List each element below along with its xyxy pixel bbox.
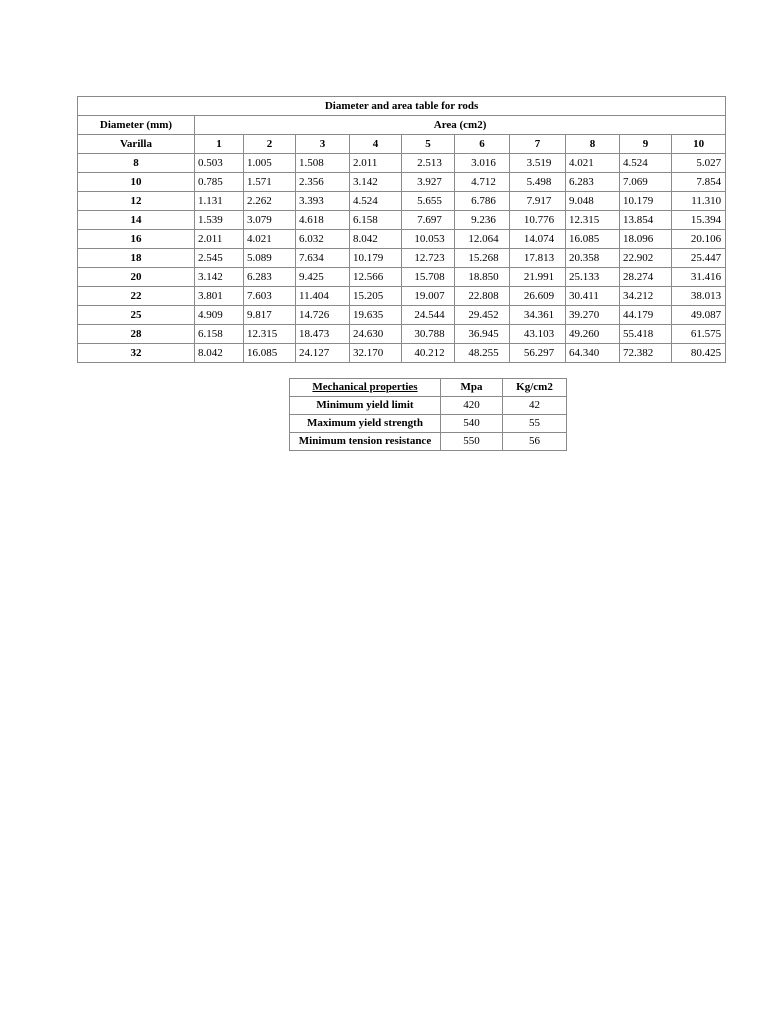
area-cell: 9.048 <box>566 192 620 211</box>
table-row <box>78 344 726 363</box>
area-cell: 2.262 <box>244 192 296 211</box>
area-cell: 49.087 <box>672 306 726 325</box>
area-cell: 18.096 <box>620 230 672 249</box>
area-cell: 1.508 <box>296 154 350 173</box>
area-cell: 2.011 <box>350 154 402 173</box>
diameter-cell: 14 <box>78 211 195 230</box>
mech-row <box>290 415 567 433</box>
area-cell: 22.808 <box>455 287 510 306</box>
table-row <box>78 268 726 287</box>
area-cell: 2.356 <box>296 173 350 192</box>
area-cell: 7.917 <box>510 192 566 211</box>
varilla-count-8: 8 <box>566 135 620 154</box>
area-cell: 13.854 <box>620 211 672 230</box>
area-cell: 17.813 <box>510 249 566 268</box>
area-cell: 4.524 <box>620 154 672 173</box>
area-cell: 48.255 <box>455 344 510 363</box>
area-cell: 19.007 <box>402 287 455 306</box>
area-cell: 72.382 <box>620 344 672 363</box>
area-cell: 12.723 <box>402 249 455 268</box>
area-cell: 15.268 <box>455 249 510 268</box>
area-cell: 11.404 <box>296 287 350 306</box>
area-cell: 5.027 <box>672 154 726 173</box>
area-cell: 4.524 <box>350 192 402 211</box>
area-cell: 14.726 <box>296 306 350 325</box>
area-cell: 34.361 <box>510 306 566 325</box>
area-cell: 38.013 <box>672 287 726 306</box>
area-cell: 8.042 <box>350 230 402 249</box>
area-cell: 7.069 <box>620 173 672 192</box>
area-cell: 10.179 <box>620 192 672 211</box>
table-row <box>78 230 726 249</box>
area-cell: 24.630 <box>350 325 402 344</box>
varilla-count-5: 5 <box>402 135 455 154</box>
area-cell: 6.786 <box>455 192 510 211</box>
mech-header-row <box>290 379 567 397</box>
diameter-cell: 22 <box>78 287 195 306</box>
mech-row <box>290 397 567 415</box>
diameter-cell: 10 <box>78 173 195 192</box>
area-cell: 21.991 <box>510 268 566 287</box>
mech-property-name: Minimum yield limit <box>290 397 441 415</box>
area-cell: 30.788 <box>402 325 455 344</box>
area-cell: 8.042 <box>195 344 244 363</box>
area-cell: 20.358 <box>566 249 620 268</box>
diameter-cell: 12 <box>78 192 195 211</box>
area-cell: 55.418 <box>620 325 672 344</box>
mech-kgcm2-value: 56 <box>503 433 567 451</box>
table-title: Diameter and area table for rods <box>78 97 726 116</box>
diameter-cell: 8 <box>78 154 195 173</box>
area-cell: 10.053 <box>402 230 455 249</box>
area-cell: 3.016 <box>455 154 510 173</box>
area-cell: 25.133 <box>566 268 620 287</box>
varilla-count-7: 7 <box>510 135 566 154</box>
area-cell: 3.079 <box>244 211 296 230</box>
area-cell: 31.416 <box>672 268 726 287</box>
varilla-label: Varilla <box>78 135 195 154</box>
area-cell: 28.274 <box>620 268 672 287</box>
area-cell: 16.085 <box>244 344 296 363</box>
area-cell: 20.106 <box>672 230 726 249</box>
area-cell: 61.575 <box>672 325 726 344</box>
area-cell: 0.503 <box>195 154 244 173</box>
area-cell: 4.618 <box>296 211 350 230</box>
area-cell: 9.236 <box>455 211 510 230</box>
mech-mpa-value: 550 <box>441 433 503 451</box>
varilla-count-4: 4 <box>350 135 402 154</box>
area-cell: 5.089 <box>244 249 296 268</box>
area-cell: 1.131 <box>195 192 244 211</box>
area-cell: 3.519 <box>510 154 566 173</box>
varilla-count-6: 6 <box>455 135 510 154</box>
area-cell: 4.021 <box>244 230 296 249</box>
area-cell: 15.205 <box>350 287 402 306</box>
area-cell: 2.513 <box>402 154 455 173</box>
area-cell: 4.021 <box>566 154 620 173</box>
mech-kgcm2-header: Kg/cm2 <box>503 379 567 397</box>
area-cell: 3.801 <box>195 287 244 306</box>
varilla-count-2: 2 <box>244 135 296 154</box>
area-cell: 0.785 <box>195 173 244 192</box>
area-cell: 18.850 <box>455 268 510 287</box>
mech-mpa-value: 540 <box>441 415 503 433</box>
varilla-count-9: 9 <box>620 135 672 154</box>
diameter-cell: 16 <box>78 230 195 249</box>
diameter-header: Diameter (mm) <box>78 116 195 135</box>
diameter-cell: 28 <box>78 325 195 344</box>
table-row <box>78 306 726 325</box>
area-cell: 12.315 <box>566 211 620 230</box>
area-cell: 15.708 <box>402 268 455 287</box>
area-cell: 7.854 <box>672 173 726 192</box>
diameter-cell: 32 <box>78 344 195 363</box>
table-row <box>78 249 726 268</box>
table-title-row <box>78 97 726 116</box>
area-cell: 11.310 <box>672 192 726 211</box>
area-cell: 15.394 <box>672 211 726 230</box>
area-cell: 18.473 <box>296 325 350 344</box>
mech-row <box>290 433 567 451</box>
area-cell: 5.655 <box>402 192 455 211</box>
area-cell: 4.712 <box>455 173 510 192</box>
area-cell: 6.283 <box>244 268 296 287</box>
area-cell: 12.566 <box>350 268 402 287</box>
area-cell: 43.103 <box>510 325 566 344</box>
area-cell: 34.212 <box>620 287 672 306</box>
mech-kgcm2-value: 55 <box>503 415 567 433</box>
area-cell: 36.945 <box>455 325 510 344</box>
area-cell: 12.064 <box>455 230 510 249</box>
area-header: Area (cm2) <box>195 116 726 135</box>
mech-mpa-header: Mpa <box>441 379 503 397</box>
area-cell: 9.817 <box>244 306 296 325</box>
area-cell: 16.085 <box>566 230 620 249</box>
area-cell: 22.902 <box>620 249 672 268</box>
area-cell: 2.011 <box>195 230 244 249</box>
table-row <box>78 192 726 211</box>
area-cell: 6.158 <box>195 325 244 344</box>
area-cell: 1.571 <box>244 173 296 192</box>
area-cell: 10.776 <box>510 211 566 230</box>
area-cell: 32.170 <box>350 344 402 363</box>
varilla-count-10: 10 <box>672 135 726 154</box>
mech-properties-header: Mechanical properties <box>290 379 441 397</box>
diameter-cell: 20 <box>78 268 195 287</box>
area-cell: 30.411 <box>566 287 620 306</box>
area-cell: 44.179 <box>620 306 672 325</box>
diameter-area-table <box>77 96 726 363</box>
area-cell: 19.635 <box>350 306 402 325</box>
area-cell: 1.005 <box>244 154 296 173</box>
area-cell: 49.260 <box>566 325 620 344</box>
area-cell: 26.609 <box>510 287 566 306</box>
area-cell: 29.452 <box>455 306 510 325</box>
area-cell: 2.545 <box>195 249 244 268</box>
area-cell: 10.179 <box>350 249 402 268</box>
table-row <box>78 211 726 230</box>
area-cell: 9.425 <box>296 268 350 287</box>
mechanical-properties-table <box>289 378 567 451</box>
area-cell: 1.539 <box>195 211 244 230</box>
area-cell: 6.158 <box>350 211 402 230</box>
area-cell: 12.315 <box>244 325 296 344</box>
area-cell: 5.498 <box>510 173 566 192</box>
area-cell: 3.393 <box>296 192 350 211</box>
mechanical-properties-table-body <box>290 379 567 451</box>
area-cell: 4.909 <box>195 306 244 325</box>
area-cell: 6.283 <box>566 173 620 192</box>
mech-kgcm2-value: 42 <box>503 397 567 415</box>
mech-property-name: Maximum yield strength <box>290 415 441 433</box>
table-row <box>78 287 726 306</box>
area-cell: 6.032 <box>296 230 350 249</box>
diameter-cell: 18 <box>78 249 195 268</box>
mech-property-name: Minimum tension resistance <box>290 433 441 451</box>
table-header-row <box>78 116 726 135</box>
area-cell: 14.074 <box>510 230 566 249</box>
area-cell: 39.270 <box>566 306 620 325</box>
diameter-cell: 25 <box>78 306 195 325</box>
area-cell: 56.297 <box>510 344 566 363</box>
area-cell: 24.127 <box>296 344 350 363</box>
diameter-area-table-body <box>78 97 726 363</box>
table-row <box>78 325 726 344</box>
area-cell: 80.425 <box>672 344 726 363</box>
area-cell: 40.212 <box>402 344 455 363</box>
varilla-count-1: 1 <box>195 135 244 154</box>
table-row <box>78 173 726 192</box>
area-cell: 25.447 <box>672 249 726 268</box>
area-cell: 3.142 <box>350 173 402 192</box>
mech-mpa-value: 420 <box>441 397 503 415</box>
area-cell: 7.697 <box>402 211 455 230</box>
area-cell: 3.927 <box>402 173 455 192</box>
area-cell: 24.544 <box>402 306 455 325</box>
area-cell: 3.142 <box>195 268 244 287</box>
varilla-count-row <box>78 135 726 154</box>
area-cell: 7.603 <box>244 287 296 306</box>
area-cell: 7.634 <box>296 249 350 268</box>
table-row <box>78 154 726 173</box>
varilla-count-3: 3 <box>296 135 350 154</box>
area-cell: 64.340 <box>566 344 620 363</box>
